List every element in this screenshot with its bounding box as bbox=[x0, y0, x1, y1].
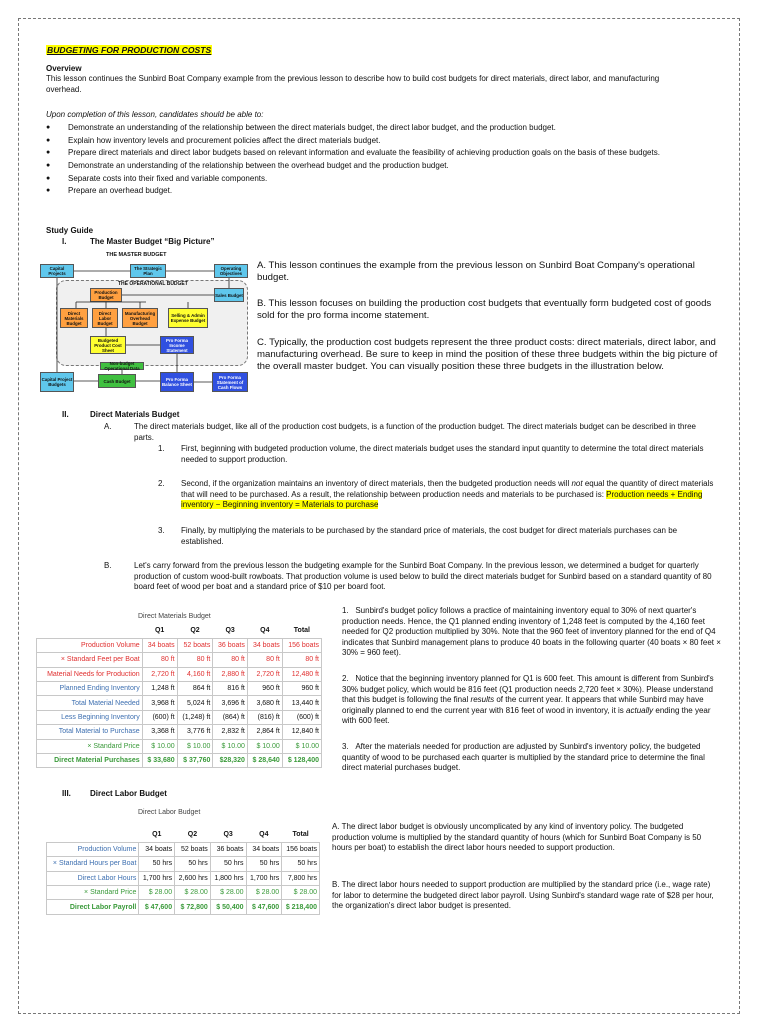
column-header: Q3 bbox=[223, 831, 233, 839]
table-cell: 4,160 ft bbox=[177, 667, 213, 681]
capital-project-budgets-box: Capital Project Budgets bbox=[40, 372, 74, 392]
row-label: Total Material Needed bbox=[37, 696, 143, 710]
table-cell: $ 50,400 bbox=[210, 900, 246, 914]
product-cost-box: Budgeted Product Cost Sheet bbox=[90, 336, 126, 354]
section-2-a-label: A. bbox=[104, 422, 112, 431]
row-label: Production Volume bbox=[47, 842, 139, 856]
column-header: Total bbox=[293, 627, 310, 635]
table-cell: $ 28,640 bbox=[247, 754, 282, 768]
table-cell: $ 10.00 bbox=[177, 739, 213, 753]
objective-item: ● Explain how inventory levels and procurement policies affect the direct materials budget. bbox=[46, 136, 716, 147]
table-cell: 34 boats bbox=[142, 638, 177, 652]
dm-table-caption: Direct Materials Budget bbox=[138, 613, 211, 620]
table-cell: 2,864 ft bbox=[247, 725, 282, 739]
table-row bbox=[37, 725, 322, 739]
diagram-arrows bbox=[36, 252, 250, 400]
section-2-number: II. bbox=[62, 410, 69, 419]
table-cell: 1,248 ft bbox=[142, 682, 177, 696]
table-row bbox=[47, 871, 320, 885]
dm-note-3: 3. After the materials needed for production are adjusted by Sunbird's inventory policy, the budgeted quantity of wood to be purchased each quarter is multiplied by the standard price to determine the final direct material purchases budget. bbox=[342, 742, 705, 772]
item-number: 1. bbox=[158, 444, 165, 453]
table-cell: 34 boats bbox=[246, 842, 282, 856]
table-cell: 1,800 hrs bbox=[210, 871, 246, 885]
table-cell: 2,720 ft bbox=[142, 667, 177, 681]
row-label: × Standard Price bbox=[37, 739, 143, 753]
section-3-number: III. bbox=[62, 789, 71, 798]
row-label: Planned Ending Inventory bbox=[37, 682, 143, 696]
table-cell: 960 ft bbox=[282, 682, 321, 696]
table-cell: 36 boats bbox=[210, 842, 246, 856]
direct-materials-box: Direct Materials Budget bbox=[60, 308, 88, 328]
table-cell: (816) ft bbox=[247, 710, 282, 724]
table-cell: 7,800 hrs bbox=[282, 871, 320, 885]
table-cell: (864) ft bbox=[213, 710, 248, 724]
section-3-point-b: B. The direct labor hours needed to support production are multiplied by the standard price (i.e., wage rate) for labor to determine the budgeted direct labor payroll. Using Sunbird's standard wage rate of $28 per hour, the organization's direct labor budget is presented. bbox=[332, 880, 714, 910]
a2-part: Second, if the organization maintains an inventory of direct materials, then the budgeted production needs will bbox=[181, 479, 572, 488]
column-header: Q1 bbox=[154, 627, 165, 635]
row-label: × Standard Price bbox=[47, 886, 139, 900]
operational-budget-label: THE OPERATIONAL BUDGET bbox=[118, 281, 188, 287]
table-cell: $ 10.00 bbox=[282, 739, 321, 753]
section-1-point-b: B. This lesson focuses on building the production cost budgets that eventually form budgeted cost of goods sold for the pro forma income statement. bbox=[257, 298, 712, 321]
materials-formula: Production needs + Ending inventory − Beginning inventory = Materials to purchase bbox=[181, 489, 703, 509]
table-cell: 80 ft bbox=[142, 653, 177, 667]
document-title bbox=[46, 40, 212, 58]
dl-table-caption: Direct Labor Budget bbox=[138, 809, 201, 816]
table-row bbox=[47, 900, 320, 914]
table-cell: 52 boats bbox=[175, 842, 211, 856]
table-row bbox=[37, 710, 322, 724]
header-blank bbox=[37, 624, 143, 638]
table-cell: $ 37,760 bbox=[177, 754, 213, 768]
table-cell: (600) ft bbox=[282, 710, 321, 724]
objective-item: ● Demonstrate an understanding of the relationship between the direct materials budget, the direct labor budget, and the production budget. bbox=[46, 123, 716, 134]
objective-item: ● Demonstrate an understanding of the relationship between the overhead budget and the production budget. bbox=[46, 161, 716, 172]
section-1-point-a: A. This lesson continues the example from the previous lesson on Sunbird Boat Company's operational budget. bbox=[257, 260, 695, 283]
table-row bbox=[37, 653, 322, 667]
table-cell: $ 28.00 bbox=[175, 886, 211, 900]
column-header: Total bbox=[292, 831, 309, 839]
a2-emphasis: not bbox=[571, 479, 583, 488]
table-cell: $ 128,400 bbox=[282, 754, 321, 768]
section-2-b-text: Let's carry forward from the previous lesson the budgeting example for the Sunbird Boat Company. In the previous lesson, we determined a budget for quarterly production of custom wood-built rowboats. That production volume is used below to build the direct materials budget for Sunbird based on a standard quantity of 80 board feet of wood per boat and a standard price of $10 per board foot. bbox=[134, 561, 712, 591]
table-cell: $ 10.00 bbox=[142, 739, 177, 753]
note2-part: of the current year. It appears that while Sunbird may have originally planned to end the current year with 816 feet of wood in inventory, it is bbox=[342, 695, 704, 715]
item-number: 2. bbox=[158, 479, 165, 488]
table-cell: 3,776 ft bbox=[177, 725, 213, 739]
table-cell: 34 boats bbox=[247, 638, 282, 652]
note2-part: ending the year with 600 feet. bbox=[342, 705, 711, 725]
table-cell: 50 hrs bbox=[282, 857, 320, 871]
table-cell: 2,600 hrs bbox=[175, 871, 211, 885]
column-header: Q3 bbox=[225, 627, 235, 635]
objective-item: ● Prepare direct materials and direct labor budgets based on relevant information and evaluate the feasibility of achieving production goals on the basis of these budgets. bbox=[46, 148, 716, 159]
note2-part: 2. Notice that the beginning inventory planned for Q1 is 600 feet. This amount is different from Sunbird's 30% budget policy, which would be 816 feet (Q1 production needs 2,720 feet × 30%). Please understand that this budget is following the final bbox=[342, 674, 714, 704]
table-cell: $ 28.00 bbox=[246, 886, 282, 900]
column-header: Q1 bbox=[152, 831, 162, 839]
objectives-intro: Upon completion of this lesson, candidates should be able to: bbox=[46, 110, 264, 119]
selling-admin-box: Selling & Admin Expense Budget bbox=[168, 308, 208, 328]
diagram-title: THE MASTER BUDGET bbox=[106, 252, 167, 258]
table-cell: 3,696 ft bbox=[213, 696, 248, 710]
objective-item: ● Separate costs into their fixed and variable components. bbox=[46, 174, 716, 185]
table-cell: 50 hrs bbox=[175, 857, 211, 871]
table-cell: 13,440 ft bbox=[282, 696, 321, 710]
table-row bbox=[47, 842, 320, 856]
table-cell: 960 ft bbox=[247, 682, 282, 696]
row-label: Direct Labor Hours bbox=[47, 871, 139, 885]
table-cell: $ 10.00 bbox=[247, 739, 282, 753]
table-cell: 156 boats bbox=[282, 638, 321, 652]
table-row bbox=[37, 667, 322, 681]
column-header: Q2 bbox=[187, 831, 198, 839]
row-label: Direct Material Purchases bbox=[37, 754, 143, 768]
table-cell: 80 ft bbox=[247, 653, 282, 667]
mfg-overhead-box: Manufacturing Overhead Budget bbox=[122, 308, 158, 328]
table-cell: $ 47,600 bbox=[139, 900, 175, 914]
direct-labor-box: Direct Labor Budget bbox=[92, 308, 118, 328]
table-row bbox=[37, 682, 322, 696]
row-label: Total Material to Purchase bbox=[37, 725, 143, 739]
table-cell: 80 ft bbox=[282, 653, 321, 667]
section-1-heading: The Master Budget “Big Picture” bbox=[90, 237, 215, 246]
table-cell: 2,832 ft bbox=[213, 725, 248, 739]
table-cell: $ 33,680 bbox=[142, 754, 177, 768]
table-header-row bbox=[47, 828, 320, 842]
overview-text: This lesson continues the Sunbird Boat Company example from the previous lesson to describe how to build cost budgets for direct materials, direct labor, and manufacturing overhead. bbox=[46, 74, 660, 94]
row-label: × Standard Hours per Boat bbox=[47, 857, 139, 871]
row-label: × Standard Feet per Boat bbox=[37, 653, 143, 667]
table-row bbox=[47, 857, 320, 871]
note2-emphasis: results bbox=[470, 695, 495, 704]
table-cell: 34 boats bbox=[139, 842, 175, 856]
cash-budget-box: Cash Budget bbox=[98, 374, 136, 388]
table-cell: $ 47,600 bbox=[246, 900, 282, 914]
table-cell: 2,880 ft bbox=[213, 667, 248, 681]
table-cell: 5,024 ft bbox=[177, 696, 213, 710]
section-2-a1-text: First, beginning with budgeted production volume, the direct materials budget uses the standard input quantity to determine the total direct materials needed to support production. bbox=[181, 444, 704, 464]
dl-table-body bbox=[47, 828, 320, 914]
table-cell: 3,680 ft bbox=[247, 696, 282, 710]
strategic-plan-box: The Strategic Plan bbox=[130, 264, 166, 278]
table-cell: 1,700 hrs bbox=[139, 871, 175, 885]
capital-projects-box: Capital Projects bbox=[40, 264, 74, 278]
table-cell: 156 boats bbox=[282, 842, 320, 856]
income-statement-box: Pro Forma Income Statement bbox=[160, 336, 194, 354]
row-label: Less Beginning Inventory bbox=[37, 710, 143, 724]
section-3-heading: Direct Labor Budget bbox=[90, 789, 167, 798]
table-cell: 80 ft bbox=[177, 653, 213, 667]
section-1-number: I. bbox=[62, 237, 67, 246]
table-cell: 3,968 ft bbox=[142, 696, 177, 710]
table-cell: 2,720 ft bbox=[247, 667, 282, 681]
section-3-point-a: A. The direct labor budget is obviously uncomplicated by any kind of inventory policy. The budgeted production volume is multiplied by the standard quantity of hours (which for Sunbird Boat Company is 50 hours per boat) to establish the direct labor hours needed to support production. bbox=[332, 822, 702, 852]
table-cell: 12,840 ft bbox=[282, 725, 321, 739]
table-cell: (1,248) ft bbox=[177, 710, 213, 724]
dm-note-2 bbox=[342, 674, 722, 727]
table-row bbox=[47, 886, 320, 900]
table-row bbox=[37, 638, 322, 652]
study-guide-heading: Study Guide bbox=[46, 226, 94, 235]
dm-table-body bbox=[37, 624, 322, 768]
title-text: BUDGETING FOR PRODUCTION COSTS bbox=[47, 45, 212, 55]
objectives-list bbox=[46, 123, 716, 199]
column-header: Q4 bbox=[259, 831, 269, 839]
nonbudget-box: Non-budget Operational Data bbox=[100, 362, 144, 370]
table-cell: 816 ft bbox=[213, 682, 248, 696]
section-2-a3-text: Finally, by multiplying the materials to be purchased by the standard price of materials, the cost budget for direct materials purchases can be established. bbox=[181, 526, 678, 546]
note2-emphasis: actually bbox=[626, 705, 654, 715]
table-cell: 50 hrs bbox=[139, 857, 175, 871]
master-budget-diagram bbox=[36, 252, 250, 400]
table-cell: $ 72,800 bbox=[175, 900, 211, 914]
header-blank bbox=[47, 828, 139, 842]
table-cell: 52 boats bbox=[177, 638, 213, 652]
item-number: 3. bbox=[158, 526, 165, 535]
table-cell: $28,320 bbox=[213, 754, 248, 768]
table-cell: 36 boats bbox=[213, 638, 248, 652]
table-cell: 50 hrs bbox=[246, 857, 282, 871]
objective-item: ● Prepare an overhead budget. bbox=[46, 186, 716, 197]
direct-materials-table bbox=[36, 624, 322, 768]
column-header: Q4 bbox=[260, 627, 270, 635]
production-budget-box: Production Budget bbox=[90, 288, 122, 302]
table-cell: 50 hrs bbox=[210, 857, 246, 871]
table-cell: $ 218,400 bbox=[282, 900, 320, 914]
table-cell: 80 ft bbox=[213, 653, 248, 667]
table-cell: 12,480 ft bbox=[282, 667, 321, 681]
table-cell: $ 28.00 bbox=[139, 886, 175, 900]
table-cell: 864 ft bbox=[177, 682, 213, 696]
section-2-a-text: The direct materials budget, like all of the production cost budgets, is a function of the production budget. The direct materials budget can be described in three parts. bbox=[134, 422, 696, 442]
a2-part: equal the quantity of direct materials that will need to be purchased. As a result, the relationship between production needs and materials to be purchased is: bbox=[181, 479, 714, 499]
row-label: Direct Labor Payroll bbox=[47, 900, 139, 914]
direct-labor-table bbox=[46, 828, 320, 915]
overview-heading: Overview bbox=[46, 64, 82, 73]
table-cell: (600) ft bbox=[142, 710, 177, 724]
sales-budget-box: Sales Budget bbox=[214, 288, 244, 302]
operating-objectives-box: Operating Objectives bbox=[214, 264, 248, 278]
table-cell: $ 10.00 bbox=[213, 739, 248, 753]
table-row bbox=[37, 696, 322, 710]
table-row bbox=[37, 739, 322, 753]
dm-note-1: 1. Sunbird's budget policy follows a practice of maintaining inventory equal to 30% of next quarter's production needs. Hence, the Q1 planned ending inventory of 1,248 feet is computed by the 4,160 feet needed for Q2 production multiplied by 30%. Note that the 960 feet of inventory planned for the end of Q4 indicates that Sunbird management plans to produce 40 boats in the following quarter (40 boats × 80 feet × 30% = 960 feet). bbox=[342, 606, 721, 657]
balance-sheet-box: Pro Forma Balance Sheet bbox=[160, 372, 194, 392]
section-1-point-c: C. Typically, the production cost budgets represent the three product costs: direct materials, direct labor, and manufacturing overhead. Be sure to keep in mind the position of these three budgets within the big picture of the overall master budget. You can visually position these three budgets in the illustration below. bbox=[257, 337, 718, 372]
row-label: Material Needs for Production bbox=[37, 667, 143, 681]
table-row bbox=[37, 754, 322, 768]
section-2-b-label: B. bbox=[104, 561, 112, 570]
row-label: Production Volume bbox=[37, 638, 143, 652]
table-cell: 1,700 hrs bbox=[246, 871, 282, 885]
table-cell: $ 28.00 bbox=[210, 886, 246, 900]
section-2-a2-text bbox=[181, 479, 721, 511]
table-header-row bbox=[37, 624, 322, 638]
table-cell: $ 28.00 bbox=[282, 886, 320, 900]
section-2-heading: Direct Materials Budget bbox=[90, 410, 180, 419]
column-header: Q2 bbox=[190, 627, 200, 635]
cash-flows-box: Pro Forma Statement of Cash Flows bbox=[212, 372, 248, 392]
table-cell: 3,368 ft bbox=[142, 725, 177, 739]
